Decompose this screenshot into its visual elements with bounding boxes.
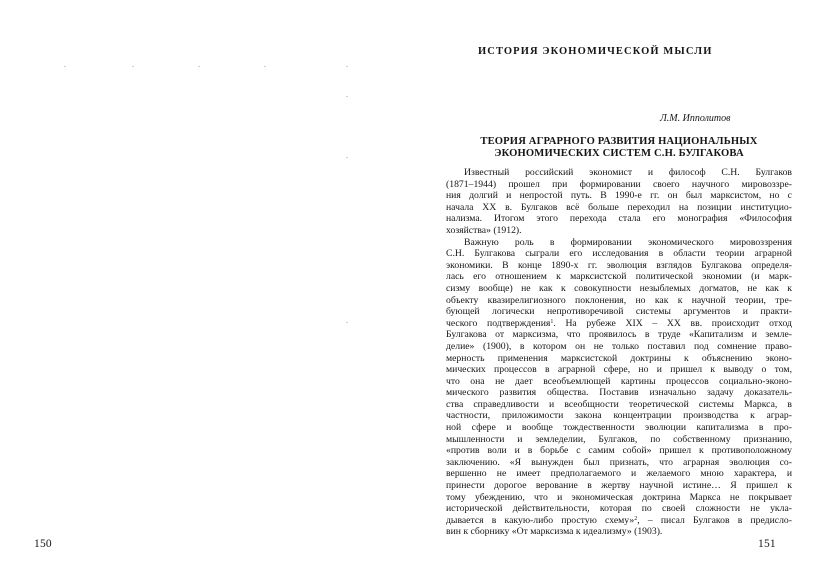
text-line: лась его отношением к марксистской политической экономии (и марк- [446, 271, 792, 283]
text-line: мического развития общества. Поставив изначально задачу доказатель- [446, 387, 792, 399]
scan-speck [346, 322, 348, 323]
text-line [446, 515, 792, 527]
article-body [446, 167, 792, 538]
text-line: исторической действительности, которая по своей сложности не укла- [446, 503, 792, 515]
text-line: вершенно не имеет предполагаемого и желаемого мною характера, и [446, 468, 792, 480]
text-fragment: дывается в какую-либо простую схему» [446, 514, 635, 526]
text-line: Важную роль в формировании экономического мировоззрения [464, 236, 792, 248]
text-line: мышленности и земледелии, Булгаков, по собственному признанию, [446, 433, 792, 445]
scan-speck [198, 66, 200, 67]
text-line: бующей логически непротиворечивой системы аргументов и практи- [446, 306, 792, 318]
page-number-right: 151 [758, 538, 776, 550]
text-line: Булгакова от марксизма, что проявилось в труде «Капитализм и земле- [446, 329, 792, 341]
text-line: мических процессов в аграрной сфере, но и пришел к выводу о том, [446, 364, 792, 376]
scan-speck [132, 66, 134, 67]
text-line: нализма. Итогом этого перехода стала его монография «Философия [446, 213, 792, 225]
title-line: ЭКОНОМИЧЕСКИХ СИСТЕМ С.Н. БУЛГАКОВА [494, 147, 744, 159]
text-line: С.Н. Булгакова сыграли его исследования в области теории аграрной [446, 248, 792, 260]
text-line: мерность применения марксистской доктрины к объяснению эконо- [446, 352, 792, 364]
text-line: тому убеждению, что и экономическая доктрина Маркса не покрывает [446, 491, 792, 503]
text-line: ния долгий и непростой путь. В 1990-е гг. он был марксистом, но с [446, 190, 792, 202]
text-line: ной сфере и вообще тождественности эволюции капитализма в про- [446, 422, 792, 434]
text-line: объекту квазирелигиозного поклонения, но как к научной теории, тре- [446, 294, 792, 306]
right-page [410, 0, 820, 579]
text-line: вин к сборнику «От марксизма к идеализму» (1903). [446, 526, 663, 538]
scan-speck [346, 66, 348, 67]
page-number-left: 150 [34, 538, 52, 550]
title-line: ТЕОРИЯ АГРАРНОГО РАЗВИТИЯ НАЦИОНАЛЬНЫХ [480, 136, 758, 147]
text-line: сизму вообще) не как к совокупности незыблемых догматов, не как к [446, 282, 792, 294]
text-line [446, 318, 792, 330]
text-fragment: ческого подтверждения [446, 317, 551, 329]
scan-speck [264, 66, 266, 67]
text-line: принести дорогое верование в жертву научной истине… Я пришел к [446, 480, 792, 492]
scan-speck [346, 96, 348, 97]
text-line: хозяйства» (1912). [446, 224, 522, 236]
text-line: делие» (1900), в котором он не только поставил под сомнение право- [446, 340, 792, 352]
text-line: (1871–1944) прошел при формировании своего научного мировоззре- [446, 178, 792, 190]
text-line: Известный российский экономист и философ С.Н. Булгаков [464, 167, 792, 178]
scan-speck [64, 66, 66, 67]
text-line: заключению. «Я вынужден был признать, что аграрная эволюция со- [446, 456, 792, 468]
text-line: частности, приложимости закона концентрации производства к аграр- [446, 410, 792, 422]
text-fragment: , – писал Булгаков в предисло- [637, 514, 792, 526]
text-line: «против воли и в борьбе с самим собой» пришел к противоположному [446, 445, 792, 457]
article-title [446, 136, 792, 159]
footnote-mark: 2 [634, 515, 638, 522]
section-header: ИСТОРИЯ ЭКОНОМИЧЕСКОЙ МЫСЛИ [478, 46, 713, 57]
text-line: что она не дает всеобъемлющей картины процессов социально-эконо- [446, 375, 792, 387]
footnote-mark: 1 [550, 318, 554, 325]
text-fragment: . На рубеже XIX – XX вв. происходит отход [553, 317, 792, 329]
author-name: Л.М. Ипполитов [660, 113, 731, 124]
scan-speck [346, 157, 348, 158]
text-line: начала XX в. Булгаков всё больше переходил на позиции институцио- [446, 201, 792, 213]
text-line: экономики. В конце 1890-х гг. эволюция взглядов Булгакова определя- [446, 259, 792, 271]
text-line: ства справедливости и всеобщности теоретической системы Маркса, в [446, 398, 792, 410]
